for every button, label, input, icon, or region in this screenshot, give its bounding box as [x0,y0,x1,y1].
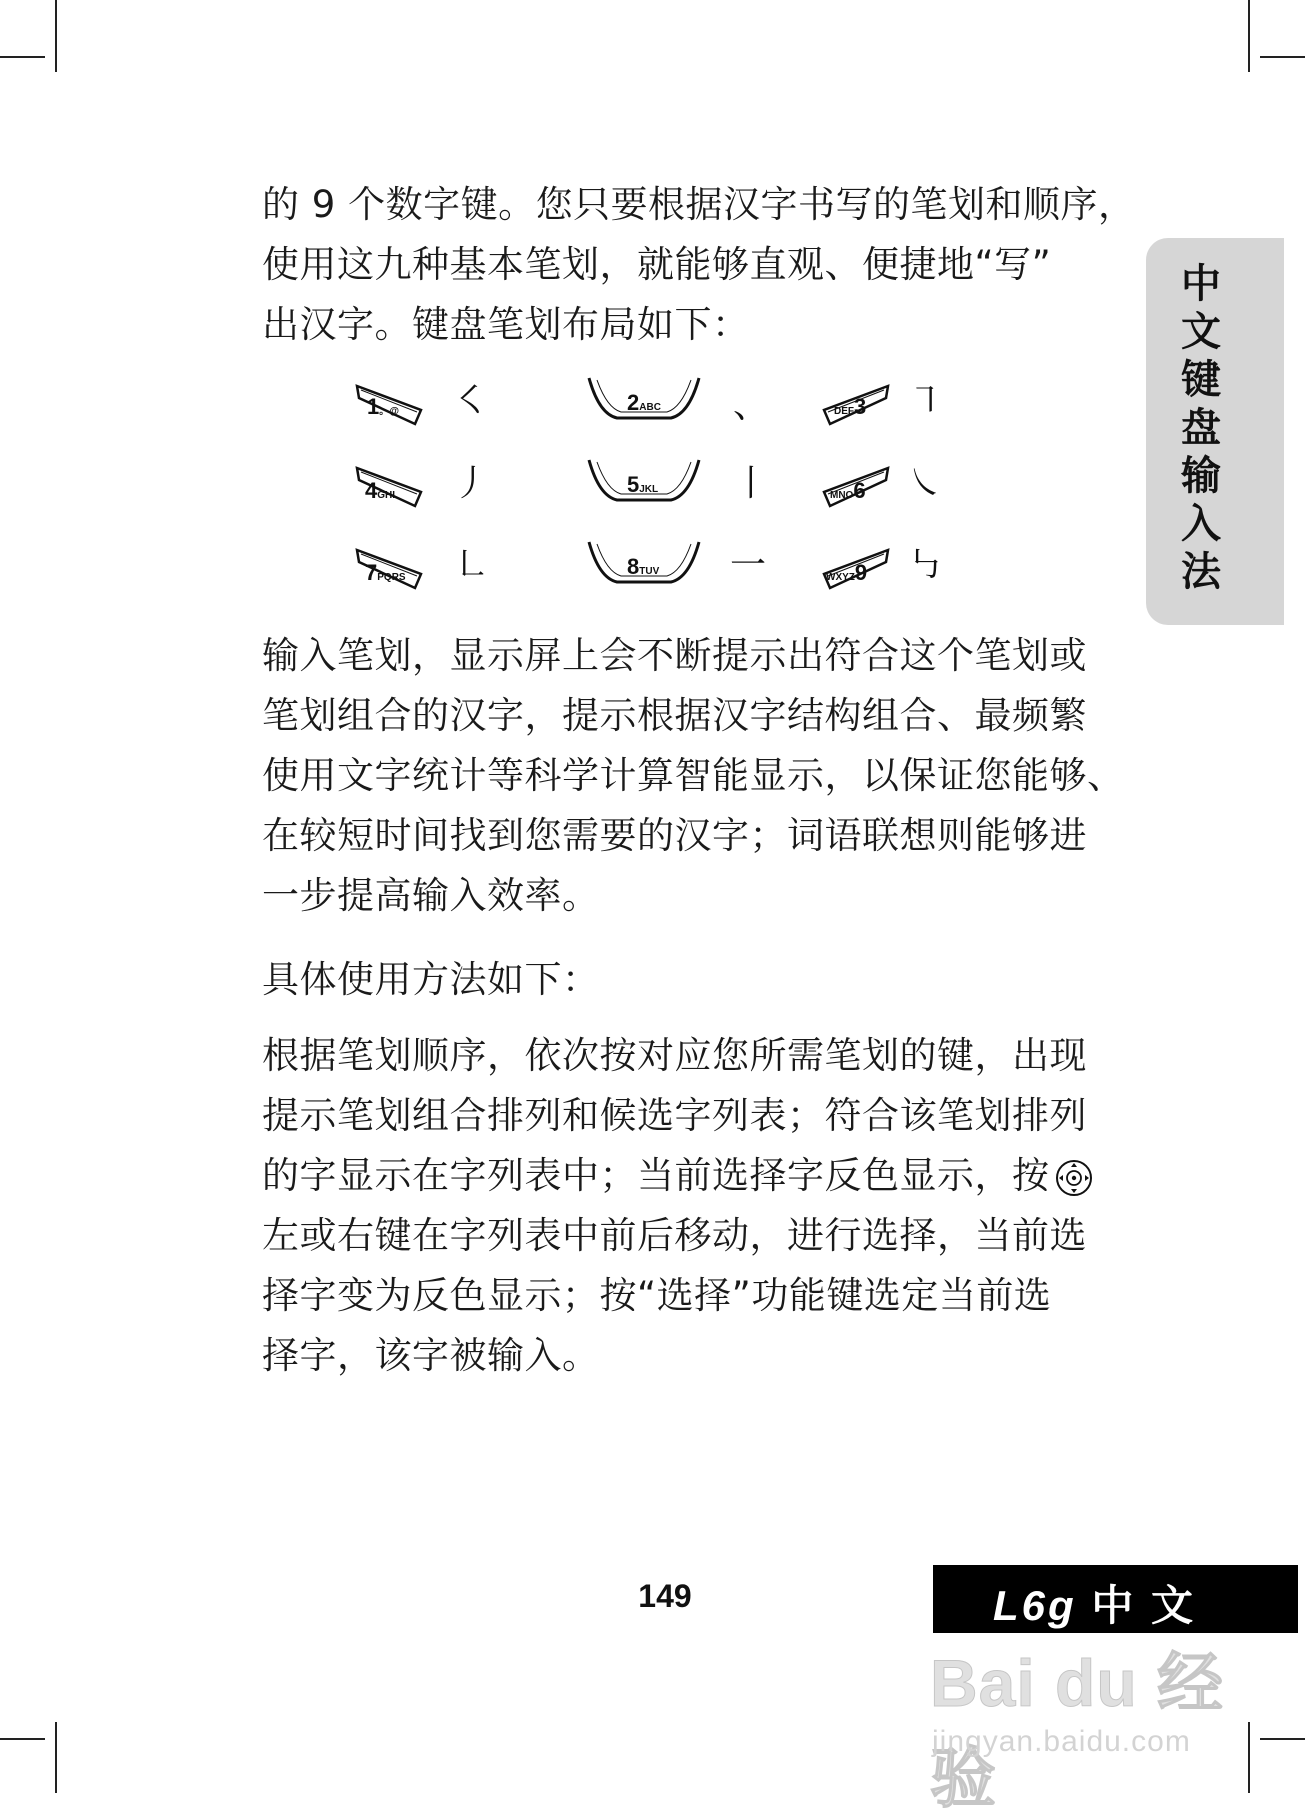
side-tab-char: 法 [1181,548,1221,595]
stroke-keypad-layout [355,380,955,600]
crop-mark [1260,1738,1305,1740]
key-3: DEF3 [820,380,890,428]
page-number: 149 [638,1578,692,1614]
side-tab-char: 中 [1181,260,1221,307]
stroke-hengzhe: ㇕ [907,381,944,422]
model-footer-box [933,1565,1298,1633]
text-line: 笔划组合的汉字，提示根据汉字结构组合、最频繁 [262,694,1087,737]
stroke-heng: 一 [730,545,767,586]
stroke-shu: 丨 [733,463,770,504]
model-name: L6g [993,1582,1077,1629]
key-9: WXYZ9 [820,544,890,592]
crop-mark [1248,0,1250,72]
watermark [930,1630,1230,1815]
key-7: 7PQRS [355,544,425,592]
key-6: MNO6 [820,462,890,510]
stroke-hengzhegou: ㇉ [907,545,944,586]
stroke-pie: 丿 [453,463,490,504]
stroke-zhe: ㇛ [453,381,490,422]
stroke-na: ㇏ [907,463,944,504]
crop-mark [1260,56,1305,58]
text-line: 出汉字。键盘笔划布局如下： [262,303,750,346]
crop-mark [55,1722,57,1793]
usage-heading [262,950,1122,1010]
text-line: 输入笔划，显示屏上会不断提示出符合这个笔划或 [262,634,1087,677]
text-line: 左或右键在字列表中前后移动，进行选择，当前选 [262,1214,1087,1257]
text-line: 择字，该字被输入。 [262,1334,600,1377]
text-line: 择字变为反色显示；按“选择”功能键选定当前选 [262,1274,1052,1317]
section-side-tab [1146,238,1284,625]
text-line: 使用这九种基本笔划，就能够直观、便捷地“写” [262,243,1052,286]
watermark-url: jingyan.baidu.com [932,1725,1191,1758]
crop-mark [0,1738,45,1740]
key-4: 4GHI [355,462,425,510]
text-line: 的 9 个数字键。您只要根据汉字书写的笔划和顺序， [262,183,1136,226]
crop-mark [0,56,45,58]
nav-key-icon [1054,1158,1094,1198]
explanation-paragraph [262,626,1125,926]
side-tab-char: 文 [1181,308,1221,355]
text-line: 的字显示在字列表中；当前选择字反色显示，按 [262,1146,1122,1206]
text-line: 提示笔划组合排列和候选字列表；符合该笔划排列 [262,1094,1087,1137]
key-1: 1。@ [355,380,425,428]
usage-paragraph [262,1026,1122,1386]
stroke-dian: 、 [733,385,770,426]
crop-mark [55,0,57,72]
stroke-shuzhe: ㇗ [453,545,490,586]
intro-paragraph [262,175,1136,355]
side-tab-label [1146,260,1256,596]
watermark-brand: Bai du 经验 [930,1646,1225,1815]
side-tab-char: 盘 [1181,404,1221,451]
side-tab-char: 键 [1181,356,1221,403]
text-line: 在较短时间找到您需要的汉字；词语联想则能够进 [262,814,1087,857]
side-tab-char: 入 [1181,500,1221,547]
text-line: 具体使用方法如下： [262,958,600,1001]
text-line: 根据笔划顺序，依次按对应您所需笔划的键，出现 [262,1034,1087,1077]
key-2: 2ABC [585,374,703,426]
language-label: 中 文 [1091,1582,1197,1629]
crop-mark [1248,1722,1250,1793]
side-tab-char: 输 [1181,452,1221,499]
key-8: 8TUV [585,538,703,590]
key-5: 5JKL [585,456,703,508]
text-line: 使用文字统计等科学计算智能显示，以保证您能够、 [262,754,1125,797]
text-line: 一步提高输入效率。 [262,874,600,917]
